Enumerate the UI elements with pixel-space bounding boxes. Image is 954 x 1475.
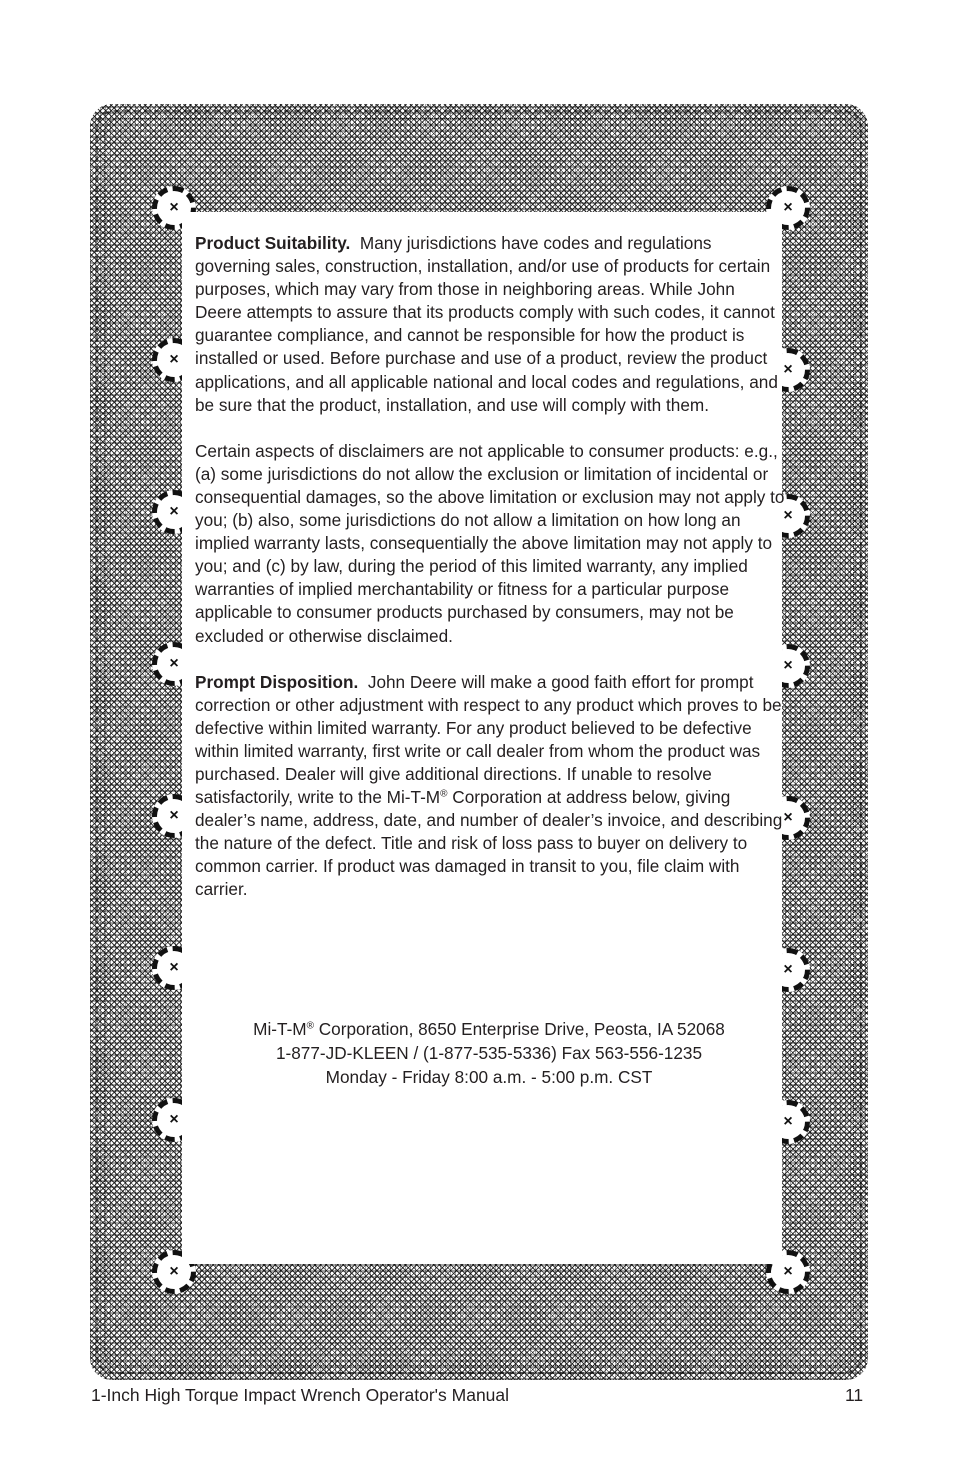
- page-number: 11: [845, 1385, 864, 1405]
- disclaimers-paragraph: [195, 440, 785, 648]
- product-suitability-body: Many jurisdictions have codes and regulations governing sales, construction, installation, and/or use of products for certain purposes, which may vary from those in neighboring areas. While John Deere attempts to assure that its products comply with such codes, it cannot guarantee compliance, and cannot be responsible for how the product is installed or used. Before purchase and use of a product, review the product applications, and all applicable national and local codes and regulations, and be sure that the product, installation, and use will comply with them.: [195, 233, 778, 415]
- border-ornament-icon: ×: [152, 1098, 196, 1142]
- border-ornament-icon: ×: [766, 1250, 810, 1294]
- registered-mark: ®: [306, 1020, 314, 1032]
- product-suitability-paragraph: [195, 232, 785, 417]
- product-suitability-heading: Product Suitability.: [195, 233, 351, 253]
- street-address: Corporation, 8650 Enterprise Drive, Peosta, IA 52068: [313, 1019, 725, 1039]
- border-ornament-icon: ×: [152, 794, 196, 838]
- border-ornament-icon: ×: [766, 494, 810, 538]
- disclaimers-body: Certain aspects of disclaimers are not applicable to consumer products: e.g., (a) some jurisdictions do not allow the exclusion or limitation of incidental or consequential damages, so the above limitation or exclusion may not apply to you; (b) also, some jurisdictions do not allow a limitation on how long an implied warranty lasts, consequentially the above limitation may not apply to you; and (c) by law, during the period of this limited warranty, any implied warranties of implied merchantability or fitness for a particular purpose applicable to consumer products purchased by consumers, may not be excluded or otherwise disclaimed.: [195, 440, 785, 646]
- contact-hours: Monday - Friday 8:00 a.m. - 5:00 p.m. CST: [325, 1067, 653, 1087]
- border-ornament-icon: ×: [152, 946, 196, 990]
- contact-block: [182, 1017, 796, 1089]
- border-ornament-icon: ×: [152, 642, 196, 686]
- prompt-disposition-paragraph: [195, 671, 785, 902]
- prompt-disposition-body-cont: Corporation at address below, giving dealer’s name, address, date, and number of dealer’s invoice, and describing the nature of the defect. Title and risk of loss pass to buyer on delivery to common carrier. If product was damaged in transit to you, file claim with carrier.: [195, 787, 783, 900]
- border-ornament-icon: ×: [152, 186, 196, 230]
- warranty-text: [195, 232, 785, 925]
- border-ornament-icon: ×: [152, 338, 196, 382]
- contact-address: [182, 1017, 796, 1041]
- border-ornament-icon: ×: [766, 186, 810, 230]
- border-ornament-icon: ×: [766, 796, 810, 840]
- border-ornament-icon: ×: [766, 348, 810, 392]
- footer-manual-title: 1-Inch High Torque Impact Wrench Operator's Manual: [91, 1385, 510, 1405]
- company-name: Mi-T-M: [253, 1019, 307, 1039]
- border-ornament-icon: ×: [766, 644, 810, 688]
- border-ornament-icon: ×: [766, 1100, 810, 1144]
- prompt-disposition-body: John Deere will make a good faith effort for prompt correction or other adjustment with respect to any product which proves to be defective within limited warranty. For any product believed to be defective within limited warranty, first write or call dealer from whom the product was purchased. Dealer will give additional directions. If unable to resolve satisfactorily, write to the Mi-T-M: [195, 671, 782, 808]
- prompt-disposition-heading: Prompt Disposition.: [195, 671, 359, 692]
- border-ornament-icon: ×: [152, 1250, 196, 1294]
- border-ornament-icon: ×: [766, 948, 810, 992]
- border-ornament-icon: ×: [152, 490, 196, 534]
- registered-mark: ®: [440, 788, 448, 800]
- contact-phone: 1-877-JD-KLEEN / (1-877-535-5336) Fax 563-556-1235: [275, 1043, 703, 1063]
